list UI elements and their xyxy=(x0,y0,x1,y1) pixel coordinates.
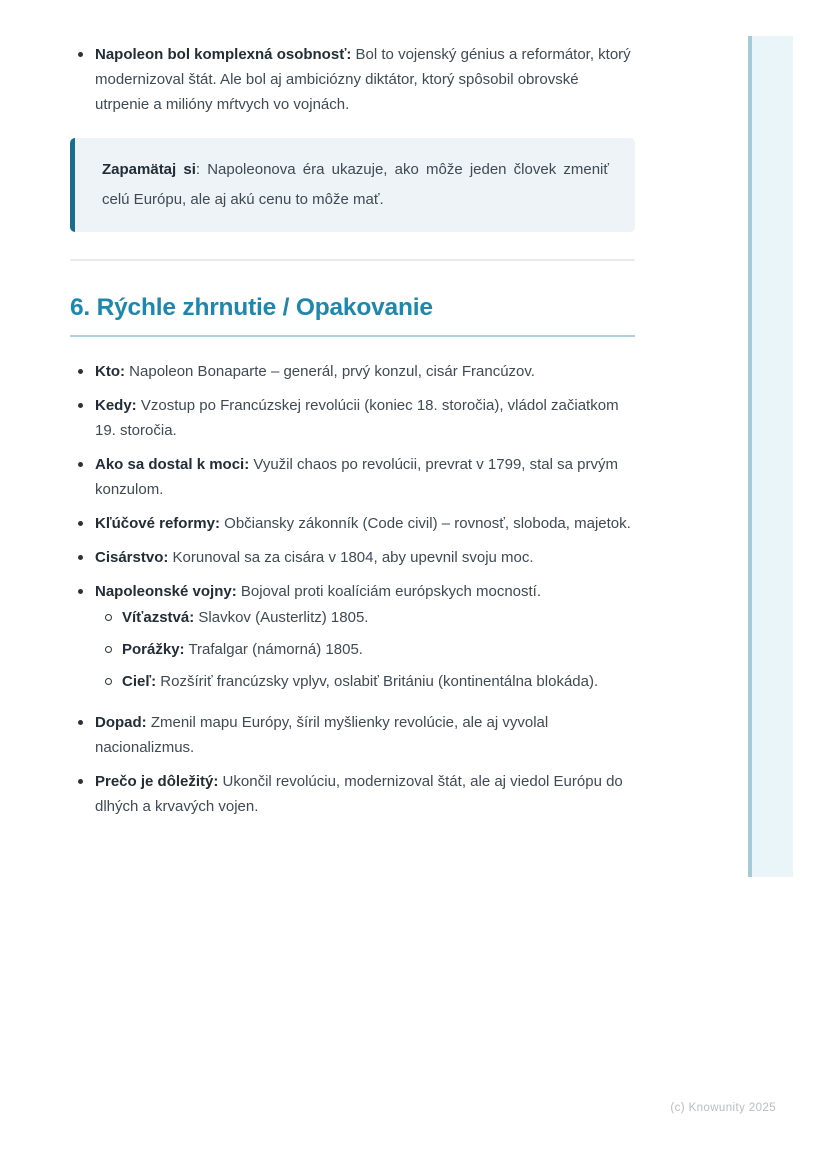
next-page-edge-strip xyxy=(748,36,793,877)
sublist-item-vitazstva xyxy=(97,605,635,630)
document-page-content xyxy=(70,42,635,828)
list-item-kedy xyxy=(70,393,635,443)
list-item-text: Ukončil revolúciu, modernizoval štát, ale aj viedol Európu do dlhých a krvavých vojen. xyxy=(95,773,623,815)
sublist-item-text: Trafalgar (námorná) 1805. xyxy=(188,641,363,658)
list-item-klucove-reformy xyxy=(70,511,635,536)
list-item-label: Ako sa dostal k moci: xyxy=(95,456,250,473)
intro-bullet-text: Bol to vojenský génius a reformátor, ktorý modernizoval štát. Ale bol aj ambiciózny diktátor, ktorý spôsobil obrovské utrpenie a milióny mŕtvych vo vojnách. xyxy=(95,46,631,113)
sublist-item-text: Rozšíriť francúzsky vplyv, oslabiť Britániu (kontinentálna blokáda). xyxy=(160,673,599,690)
list-item-preco-je-dolezity xyxy=(70,769,635,819)
summary-list xyxy=(70,359,635,819)
list-item-text: Využil chaos po revolúcii, prevrat v 1799, stal sa prvým konzulom. xyxy=(95,456,618,498)
list-item-text: Napoleon Bonaparte – generál, prvý konzul, cisár Francúzov. xyxy=(129,363,535,380)
sublist-item-label: Víťazstvá: xyxy=(122,609,195,626)
sublist-item-label: Cieľ: xyxy=(122,673,157,690)
footer-copyright: (c) Knowunity 2025 xyxy=(670,1102,776,1114)
sublist-item-ciel xyxy=(97,669,635,694)
section-divider xyxy=(70,259,635,261)
intro-bullet-item xyxy=(70,42,635,117)
callout-text: : Napoleonova éra ukazuje, ako môže jeden človek zmeniť celú Európu, ale aj akú cenu to môže mať. xyxy=(102,161,609,208)
list-item-text: Vzostup po Francúzskej revolúcii (koniec 18. storočia), vládol začiatkom 19. storočia. xyxy=(95,397,619,439)
list-item-kto xyxy=(70,359,635,384)
list-item-label: Napoleonské vojny: xyxy=(95,583,237,600)
remember-callout xyxy=(70,138,635,232)
list-item-dopad xyxy=(70,710,635,760)
list-item-label: Dopad: xyxy=(95,714,147,731)
section-heading: 6. Rýchle zhrnutie / Opakovanie xyxy=(70,294,635,337)
list-item-label: Prečo je dôležitý: xyxy=(95,773,219,790)
list-item-label: Kľúčové reformy: xyxy=(95,515,220,532)
vojny-sublist xyxy=(95,605,635,694)
list-item-text: Korunoval sa za cisára v 1804, aby upevnil svoju moc. xyxy=(172,549,534,566)
list-item-ako-sa-dostal xyxy=(70,452,635,502)
list-item-text: Bojoval proti koalíciám európskych mocností. xyxy=(240,583,542,600)
list-item-text: Občiansky zákonník (Code civil) – rovnosť, sloboda, majetok. xyxy=(224,515,631,532)
list-item-label: Kedy: xyxy=(95,397,137,414)
sublist-item-text: Slavkov (Austerlitz) 1805. xyxy=(198,609,369,626)
list-item-label: Cisárstvo: xyxy=(95,549,169,566)
list-item-cisarstvo xyxy=(70,545,635,570)
sublist-item-porazky xyxy=(97,637,635,662)
list-item-text: Zmenil mapu Európy, šíril myšlienky revolúcie, ale aj vyvolal nacionalizmus. xyxy=(95,714,549,756)
intro-bullet-label: Napoleon bol komplexná osobnosť: xyxy=(95,46,352,63)
list-item-label: Kto: xyxy=(95,363,125,380)
sublist-item-label: Porážky: xyxy=(122,641,185,658)
list-item-napoleonske-vojny xyxy=(70,579,635,694)
callout-label: Zapamätaj si xyxy=(102,161,196,178)
